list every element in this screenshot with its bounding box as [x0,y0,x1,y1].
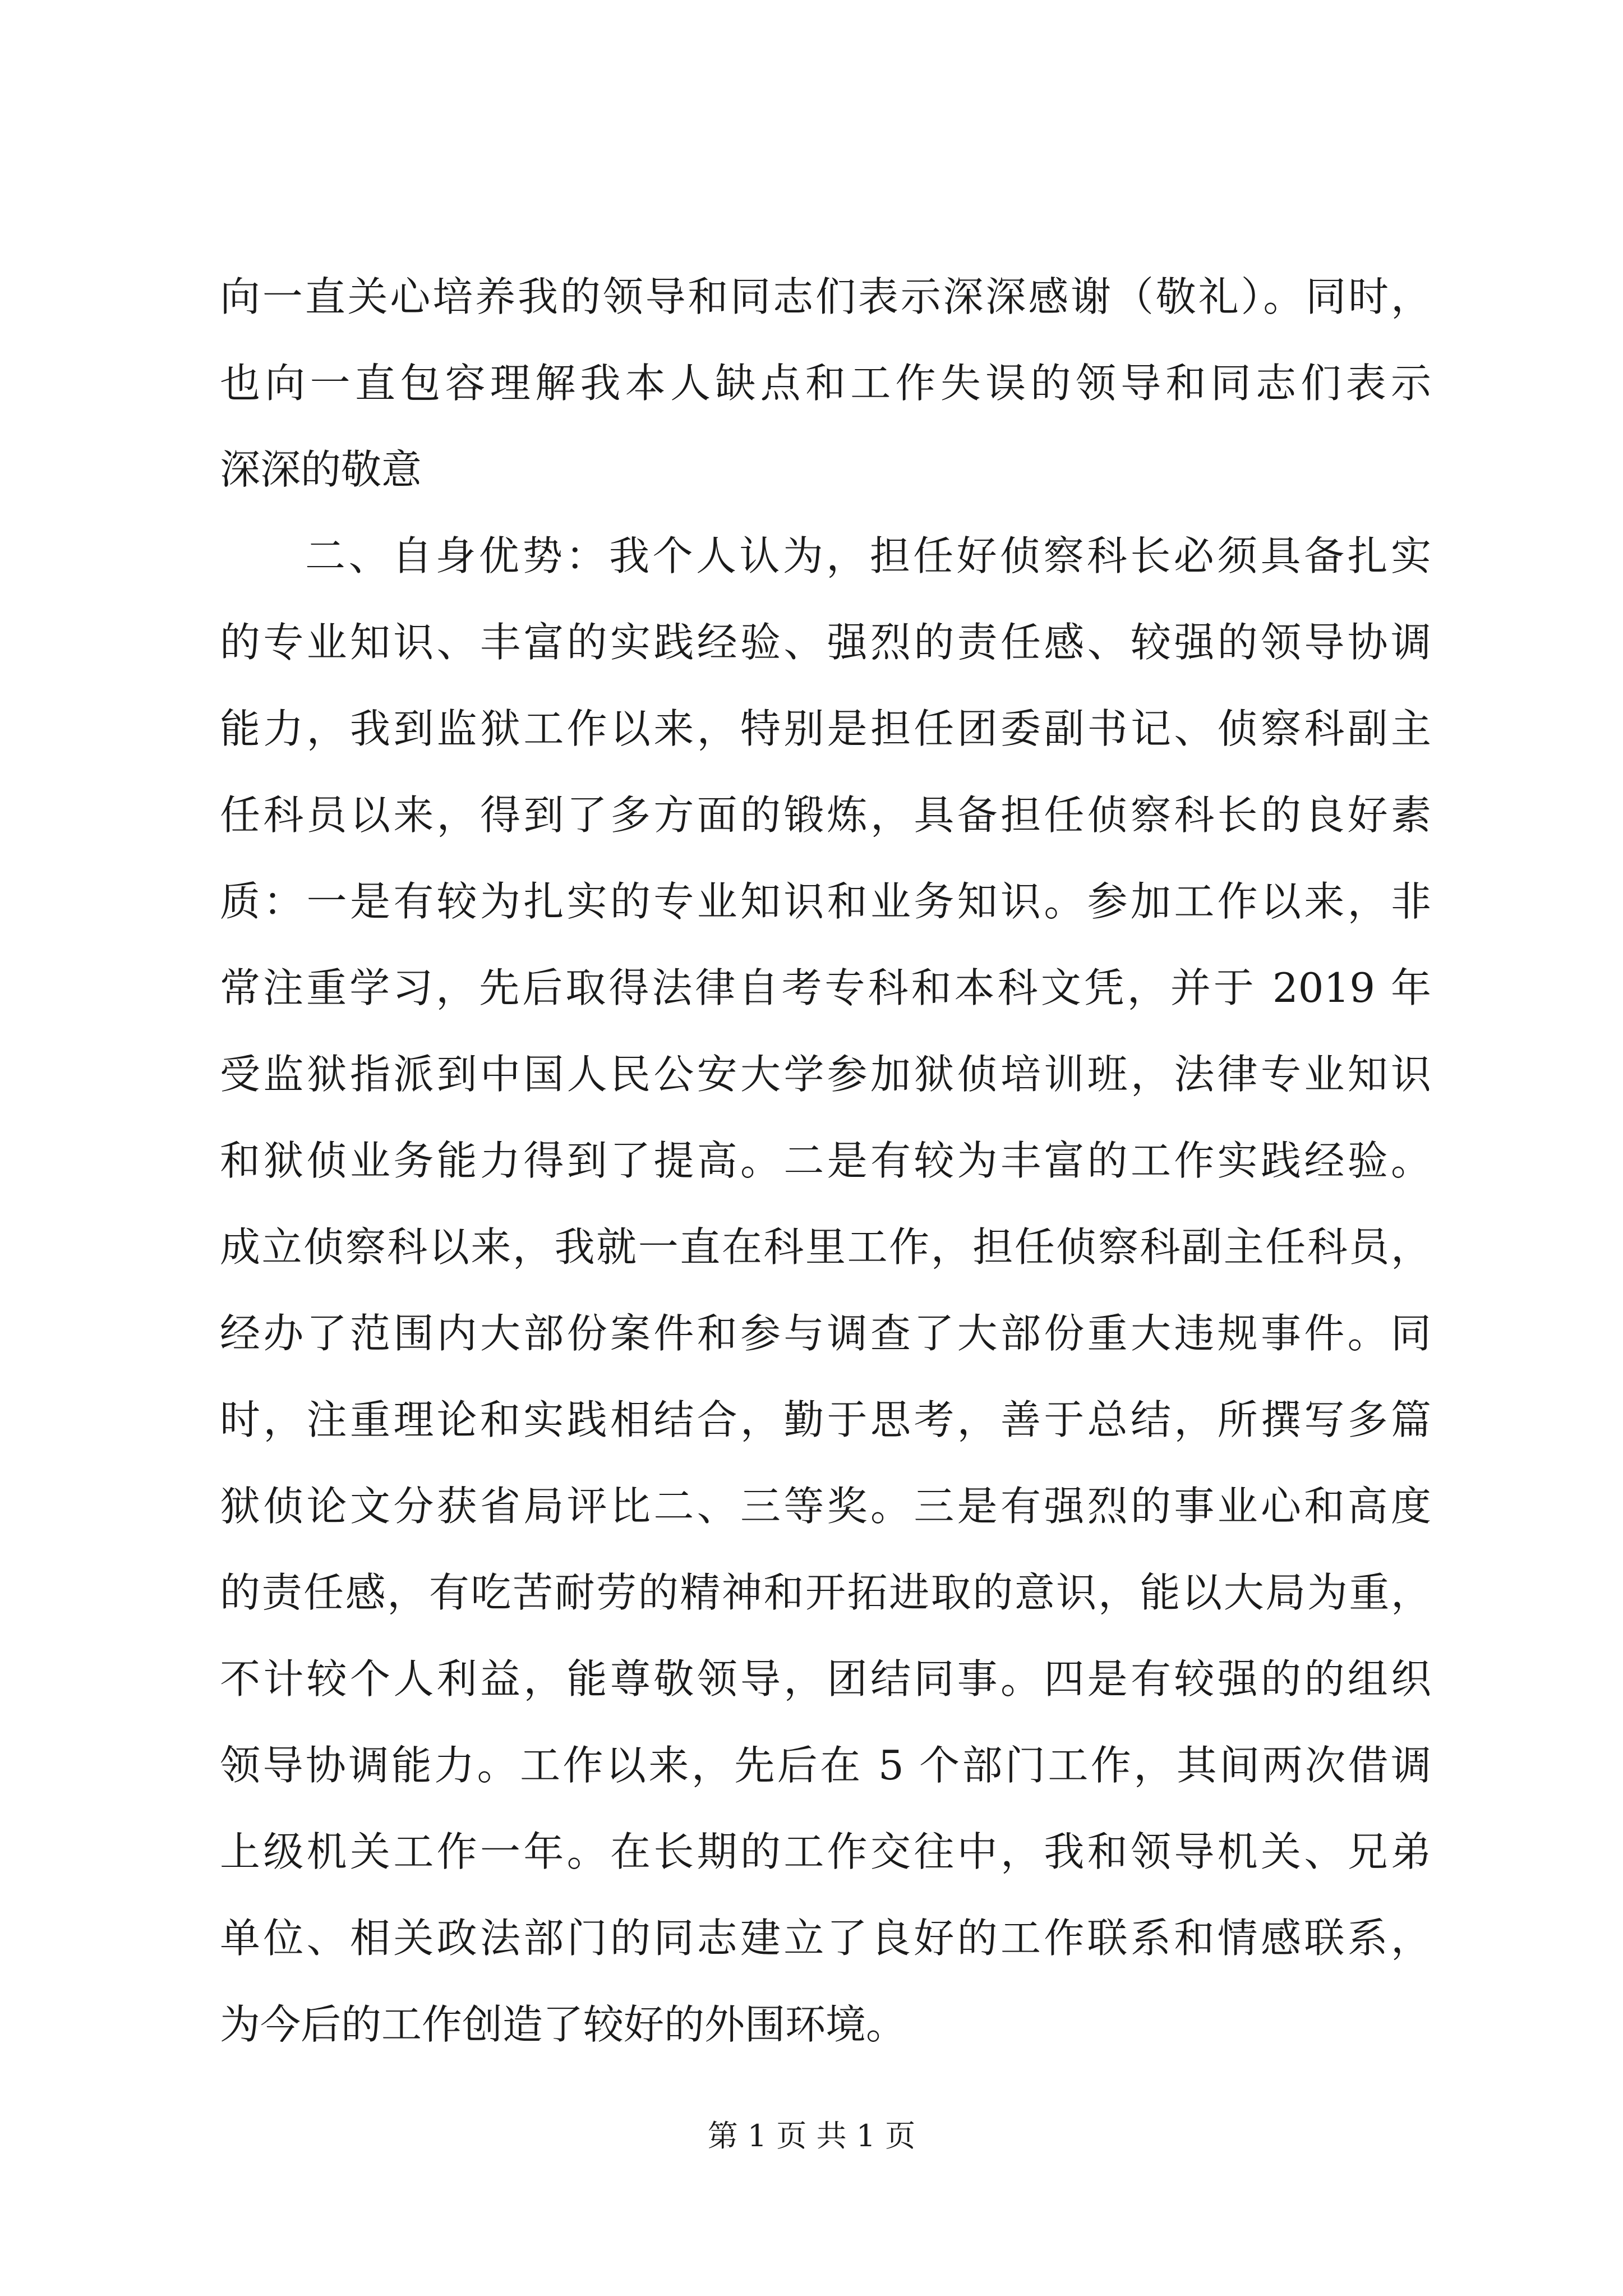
text-line: 的专业知识、丰富的实践经验、强烈的责任感、较强的领导协调 [220,619,1431,666]
text-line: 单位、相关政法部门的同志建立了良好的工作联系和情感联系， [220,1915,1431,1962]
text-line: 经办了范围内大部份案件和参与调查了大部份重大违规事件。同 [220,1310,1431,1357]
text-line: 和狱侦业务能力得到了提高。二是有较为丰富的工作实践经验。 [220,1137,1431,1184]
text-line: 质：一是有较为扎实的专业知识和业务知识。参加工作以来，非 [220,878,1431,925]
page-number-footer: 第 1 页 共 1 页 [707,2118,916,2154]
text-line: 任科员以来，得到了多方面的锻炼，具备担任侦察科长的良好素 [220,792,1431,839]
text-line: 为今后的工作创造了较好的外围环境。 [220,2001,907,2048]
text-line: 的责任感，有吃苦耐劳的精神和开拓进取的意识，能以大局为重， [220,1569,1431,1616]
text-line: 深深的敬意 [220,446,422,493]
text-line: 领导协调能力。工作以来，先后在 5 个部门工作，其间两次借调 [220,1742,1431,1789]
text-line: 上级机关工作一年。在长期的工作交往中，我和领导机关、兄弟 [220,1828,1431,1875]
text-line: 不计较个人利益，能尊敬领导，团结同事。四是有较强的的组织 [220,1655,1431,1703]
text-line: 时，注重理论和实践相结合，勤于思考，善于总结，所撰写多篇 [220,1396,1431,1443]
text-line: 能力，我到监狱工作以来，特别是担任团委副书记、侦察科副主 [220,705,1431,752]
text-line: 也向一直包容理解我本人缺点和工作失误的领导和同志们表示 [220,360,1431,407]
body-text [220,254,1431,2068]
paragraph-first-line: 二、自身优势：我个人认为，担任好侦察科长必须具备扎实 [305,532,1431,579]
text-line: 受监狱指派到中国人民公安大学参加狱侦培训班，法律专业知识 [220,1051,1431,1098]
text-line: 常注重学习，先后取得法律自考专科和本科文凭，并于 2019 年 [220,964,1431,1011]
text-line: 向一直关心培养我的领导和同志们表示深深感谢（敬礼）。同时， [220,273,1431,320]
text-line: 成立侦察科以来，我就一直在科里工作，担任侦察科副主任科员， [220,1223,1431,1271]
text-line: 狱侦论文分获省局评比二、三等奖。三是有强烈的事业心和高度 [220,1483,1431,1530]
